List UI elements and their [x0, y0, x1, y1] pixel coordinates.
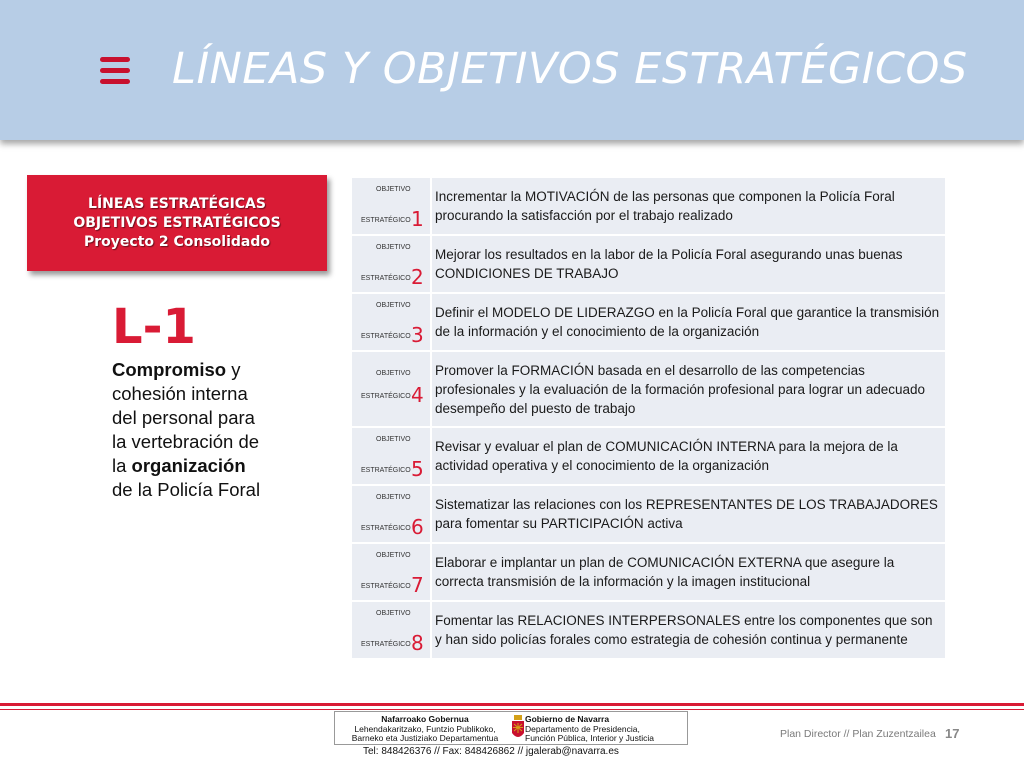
objective-label-top: OBJETIVO	[376, 186, 411, 193]
objective-number: 2	[411, 265, 424, 289]
logo-spanish-text	[525, 715, 685, 744]
line-desc-part3: organización	[131, 455, 246, 476]
line-desc-part1: Compromiso	[112, 359, 227, 380]
objective-number: 4	[411, 383, 424, 407]
table-row	[351, 601, 946, 659]
box-line-3: Proyecto 2 Consolidado	[83, 233, 271, 250]
objective-label-cell	[351, 293, 431, 351]
contact-info: Tel: 848426376 // Fax: 848426862 // jgalerab@navarra.es	[363, 746, 619, 757]
page-number: 17	[945, 726, 960, 741]
plan-label: Plan Director // Plan Zuzentzailea	[780, 728, 936, 740]
line-desc-part4: de la Policía Foral	[112, 479, 261, 500]
footer-divider	[0, 703, 1024, 706]
objective-number: 3	[411, 323, 424, 347]
line-desc-part2: y cohesión interna del personal para la vertebración de la	[112, 359, 260, 476]
objective-label-bottom: ESTRATÉGICO	[361, 393, 411, 400]
objective-label-top: OBJETIVO	[376, 494, 411, 501]
objective-text: Definir el MODELO DE LIDERAZGO en la Policía Foral que garantice la transmisión de la información y el conocimiento de la organización	[431, 293, 946, 351]
objective-text: Sistematizar las relaciones con los REPRESENTANTES DE LOS TRABAJADORES para fomentar su PARTICIPACIÓN activa	[431, 485, 946, 543]
box-line-1: LÍNEAS ESTRATÉGICAS	[88, 195, 266, 212]
objective-text: Promover la FORMACIÓN basada en el desarrollo de las competencias profesionales y la evaluación de la formación profesional para lograr un adecuado desempeño del puesto de trabajo	[431, 351, 946, 427]
objectives-table	[350, 176, 947, 660]
table-row	[351, 427, 946, 485]
objective-label-cell	[351, 543, 431, 601]
header-bar	[0, 0, 1024, 140]
objective-text: Fomentar las RELACIONES INTERPERSONALES entre los componentes que son y han sido policías forales como estrategia de cohesión continua y permanente	[431, 601, 946, 659]
logo-basque-text	[340, 715, 510, 744]
objective-number: 8	[411, 631, 424, 655]
objective-label-bottom: ESTRATÉGICO	[361, 217, 411, 224]
table-row	[351, 293, 946, 351]
objective-label-cell	[351, 235, 431, 293]
menu-icon[interactable]	[100, 57, 130, 85]
objective-number: 5	[411, 457, 424, 481]
objective-text: Revisar y evaluar el plan de COMUNICACIÓN INTERNA para la mejora de la actividad operativa y el conocimiento de la organización	[431, 427, 946, 485]
table-row	[351, 235, 946, 293]
footer-divider-thin	[0, 709, 1024, 710]
logo-right-line2: Departamento de Presidencia,	[525, 723, 640, 734]
page-title: LÍNEAS Y OBJETIVOS ESTRATÉGICOS	[172, 44, 968, 94]
table-row	[351, 177, 946, 235]
objective-label-cell	[351, 427, 431, 485]
objective-text: Incrementar la MOTIVACIÓN de las personas que componen la Policía Foral procurando la satisfacción por el trabajo realizado	[431, 177, 946, 235]
objective-number: 1	[411, 207, 424, 231]
logo-left-line1: Nafarroako Gobernua	[381, 714, 469, 724]
objective-label-bottom: ESTRATÉGICO	[361, 275, 411, 282]
objective-label-bottom: ESTRATÉGICO	[361, 583, 411, 590]
objective-label-bottom: ESTRATÉGICO	[361, 467, 411, 474]
objective-number: 7	[411, 573, 424, 597]
logo-left-line3: Barneko eta Justiziako Departamentua	[351, 733, 499, 743]
objective-label-top: OBJETIVO	[376, 552, 411, 559]
objective-text: Elaborar e implantar un plan de COMUNICACIÓN EXTERNA que asegure la correcta transmisión de la información y la imagen institucional	[431, 543, 946, 601]
objective-label-cell	[351, 177, 431, 235]
logo-right-line3: Función Pública, Interior y Justicia	[525, 733, 654, 743]
strategic-lines-box	[27, 175, 327, 271]
logo-right-line1: Gobierno de Navarra	[525, 714, 610, 724]
objective-label-top: OBJETIVO	[376, 370, 411, 377]
objective-label-cell	[351, 485, 431, 543]
objective-label-top: OBJETIVO	[376, 244, 411, 251]
objective-label-cell	[351, 601, 431, 659]
objective-label-bottom: ESTRATÉGICO	[361, 333, 411, 340]
objective-label-bottom: ESTRATÉGICO	[361, 525, 411, 532]
objective-label-top: OBJETIVO	[376, 302, 411, 309]
government-logo	[334, 711, 688, 745]
objective-label-bottom: ESTRATÉGICO	[361, 641, 411, 648]
line-description	[112, 358, 262, 502]
table-row	[351, 543, 946, 601]
table-row	[351, 351, 946, 427]
objective-text: Mejorar los resultados en la labor de la Policía Foral asegurando unas buenas CONDICIONES DE TRABAJO	[431, 235, 946, 293]
table-row	[351, 485, 946, 543]
objective-label-top: OBJETIVO	[376, 436, 411, 443]
objective-label-cell	[351, 351, 431, 427]
objective-number: 6	[411, 515, 424, 539]
objective-label-top: OBJETIVO	[376, 610, 411, 617]
box-line-2: OBJETIVOS ESTRATÉGICOS	[73, 214, 281, 231]
logo-left-line2: Lehendakaritzako, Funtzio Publikoko,	[354, 723, 496, 734]
line-code: L-1	[112, 299, 196, 355]
navarra-crest-icon	[511, 715, 525, 741]
